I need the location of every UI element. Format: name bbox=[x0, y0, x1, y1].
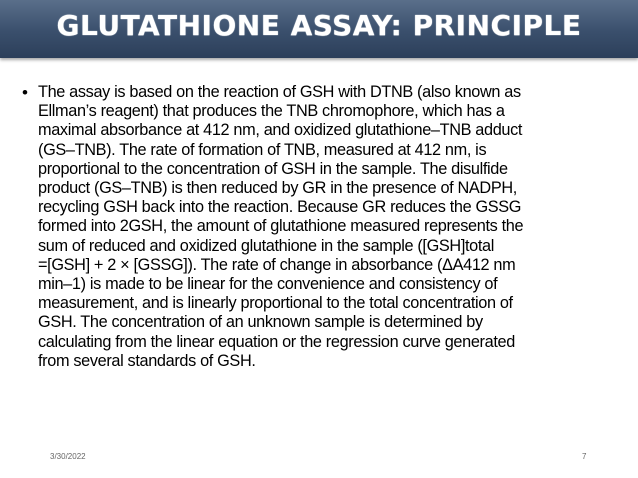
body-line: formed into 2GSH, the amount of glutathione measured represents the bbox=[38, 217, 524, 236]
body-line: from several standards of GSH. bbox=[38, 351, 256, 370]
body-line: proportional to the concentration of GSH in the sample. The disulfide bbox=[38, 159, 508, 178]
title-bar bbox=[0, 0, 638, 58]
slide-content bbox=[22, 83, 602, 371]
body-line: recycling GSH back into the reaction. Because GR reduces the GSSG bbox=[38, 198, 522, 217]
body-line: GSH. The concentration of an unknown sample is determined by bbox=[38, 313, 483, 332]
body-line: The assay is based on the reaction of GSH with DTNB (also known as bbox=[38, 83, 521, 101]
bullet-text bbox=[38, 83, 602, 371]
body-line: product (GS–TNB) is then reduced by GR in the presence of NADPH, bbox=[38, 179, 517, 198]
body-line: maximal absorbance at 412 nm, and oxidized glutathione–TNB adduct bbox=[38, 121, 523, 140]
body-line: =[GSH] + 2 × [GSSG]). The rate of change in absorbance (ΔA412 nm bbox=[38, 255, 516, 274]
body-line: min–1) is made to be linear for the convenience and consistency of bbox=[38, 275, 498, 294]
footer-date: 3/30/2022 bbox=[50, 452, 86, 461]
body-line: measurement, and is linearly proportional to the total concentration of bbox=[38, 294, 513, 313]
body-line: Ellman’s reagent) that produces the TNB chromophore, which has a bbox=[38, 102, 505, 121]
footer-page-number: 7 bbox=[582, 452, 587, 461]
bullet-icon: • bbox=[22, 83, 28, 102]
bullet-item bbox=[22, 83, 602, 371]
body-line: (GS–TNB). The rate of formation of TNB, measured at 412 nm, is bbox=[38, 140, 487, 159]
body-line: calculating from the linear equation or the regression curve generated bbox=[38, 332, 515, 351]
slide-title: GLUTATHIONE ASSAY: PRINCIPLE bbox=[56, 9, 582, 42]
body-line: sum of reduced and oxidized glutathione in the sample ([GSH]total bbox=[38, 236, 495, 255]
